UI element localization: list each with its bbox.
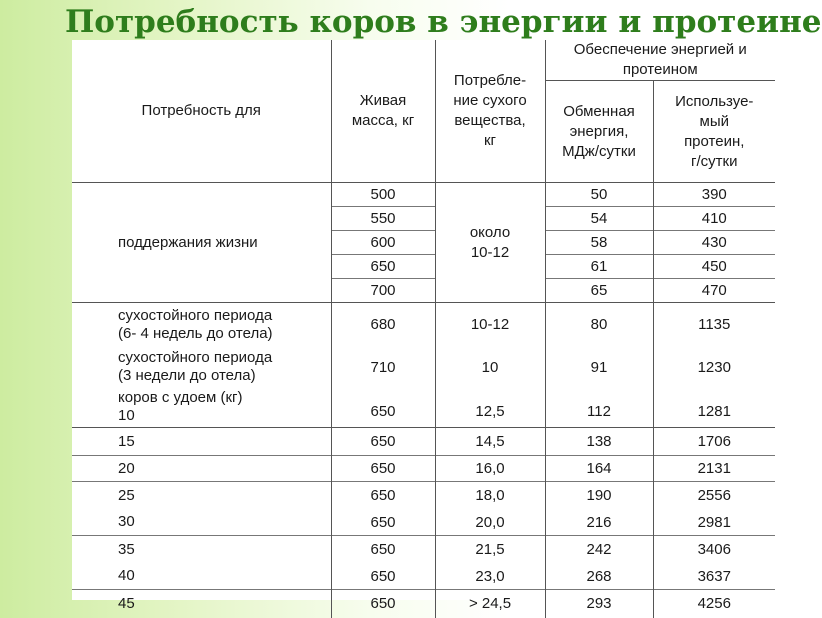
- dry-matter-cell: 14,5: [435, 428, 545, 456]
- weight-cell: 650: [331, 387, 435, 428]
- row-label: коров с удоем (кг) 10: [72, 387, 331, 428]
- requirements-table-sheet: [72, 40, 775, 613]
- header-live-weight: Живая масса, кг: [331, 40, 435, 183]
- row-label: 35: [72, 536, 331, 564]
- protein-cell: 410: [653, 207, 775, 231]
- dry-matter-cell: 21,5: [435, 536, 545, 564]
- weight-cell: 650: [331, 255, 435, 279]
- energy-cell: 80: [545, 303, 653, 348]
- page-title: Потребность коров в энергии и протеине: [65, 4, 822, 40]
- maintenance-label: поддержания жизни: [72, 183, 331, 303]
- dry-matter-cell: 18,0: [435, 482, 545, 510]
- table-row: [72, 590, 775, 618]
- dry-matter-cell: > 24,5: [435, 590, 545, 618]
- energy-cell: 216: [545, 510, 653, 536]
- header-energy: Обменная энергия, МДж/сутки: [545, 81, 653, 183]
- row-label: 45: [72, 590, 331, 618]
- protein-cell: 3637: [697, 567, 731, 585]
- energy-cell: 190: [545, 482, 653, 510]
- protein-cell: 1230: [697, 358, 731, 376]
- weight-cell: 600: [331, 231, 435, 255]
- table-row: [72, 303, 775, 348]
- protein-cell: 470: [653, 279, 775, 303]
- weight-cell: 700: [331, 279, 435, 303]
- table-row: [72, 387, 775, 428]
- protein-cell: 430: [653, 231, 775, 255]
- table-row: [72, 510, 775, 536]
- table-row: [72, 482, 775, 510]
- row-label: 30: [72, 510, 331, 536]
- row-label: 25: [72, 482, 331, 510]
- protein-cell: 390: [701, 186, 727, 203]
- row-label: 40: [72, 564, 331, 590]
- weight-cell: 650: [331, 536, 435, 564]
- table-row: [72, 536, 775, 564]
- protein-cell: 1706: [697, 433, 731, 450]
- energy-cell: 50: [545, 183, 653, 207]
- weight-cell: 550: [331, 207, 435, 231]
- weight-cell: 650: [331, 564, 435, 590]
- energy-cell: 164: [545, 456, 653, 482]
- weight-cell: 650: [331, 510, 435, 536]
- header-dry-matter: Потребле- ние сухого вещества, кг: [435, 40, 545, 183]
- protein-cell: 4256: [697, 595, 731, 613]
- energy-cell: 112: [545, 387, 653, 428]
- protein-cell: 2981: [697, 513, 731, 531]
- protein-cell: 2556: [697, 487, 731, 505]
- weight-cell: 680: [331, 303, 435, 348]
- row-label: 15: [72, 428, 331, 456]
- energy-cell: 58: [545, 231, 653, 255]
- energy-cell: 54: [545, 207, 653, 231]
- protein-cell: 1281: [697, 403, 731, 420]
- energy-cell: 61: [545, 255, 653, 279]
- table-row: [72, 456, 775, 482]
- dry-matter-cell: 12,5: [435, 387, 545, 428]
- maintenance-dry-matter: около 10-12: [435, 183, 545, 303]
- dry-matter-cell: 10-12: [435, 303, 545, 348]
- dry-matter-cell: 16,0: [435, 456, 545, 482]
- energy-cell: 65: [545, 279, 653, 303]
- weight-cell: 650: [331, 428, 435, 456]
- protein-cell: 3406: [697, 541, 731, 559]
- header-need-for: Потребность для: [72, 40, 331, 183]
- table-row: [72, 347, 775, 387]
- weight-cell: 650: [331, 590, 435, 618]
- energy-cell: 138: [545, 428, 653, 456]
- energy-cell: 242: [545, 536, 653, 564]
- weight-cell: 500: [331, 183, 435, 207]
- requirements-table: [72, 40, 775, 618]
- energy-cell: 268: [545, 564, 653, 590]
- weight-cell: 650: [331, 456, 435, 482]
- weight-cell: 710: [331, 347, 435, 387]
- dry-matter-cell: 10: [435, 347, 545, 387]
- header-provision: Обеспечение энергией и протеином: [545, 40, 775, 81]
- energy-cell: 293: [545, 590, 653, 618]
- dry-matter-cell: 23,0: [435, 564, 545, 590]
- row-label: сухостойного периода (6- 4 недель до отела): [72, 303, 331, 348]
- table-row: [72, 428, 775, 456]
- energy-cell: 91: [545, 347, 653, 387]
- dry-matter-cell: 20,0: [435, 510, 545, 536]
- row-label: 20: [72, 456, 331, 482]
- row-label: сухостойного периода (3 недели до отела): [72, 347, 331, 387]
- weight-cell: 650: [331, 482, 435, 510]
- protein-cell: 2131: [697, 460, 731, 477]
- table-row: [72, 183, 775, 207]
- protein-cell: 1135: [698, 316, 731, 333]
- header-protein: Используе- мый протеин, г/сутки: [653, 81, 775, 183]
- protein-cell: 450: [653, 255, 775, 279]
- table-row: [72, 564, 775, 590]
